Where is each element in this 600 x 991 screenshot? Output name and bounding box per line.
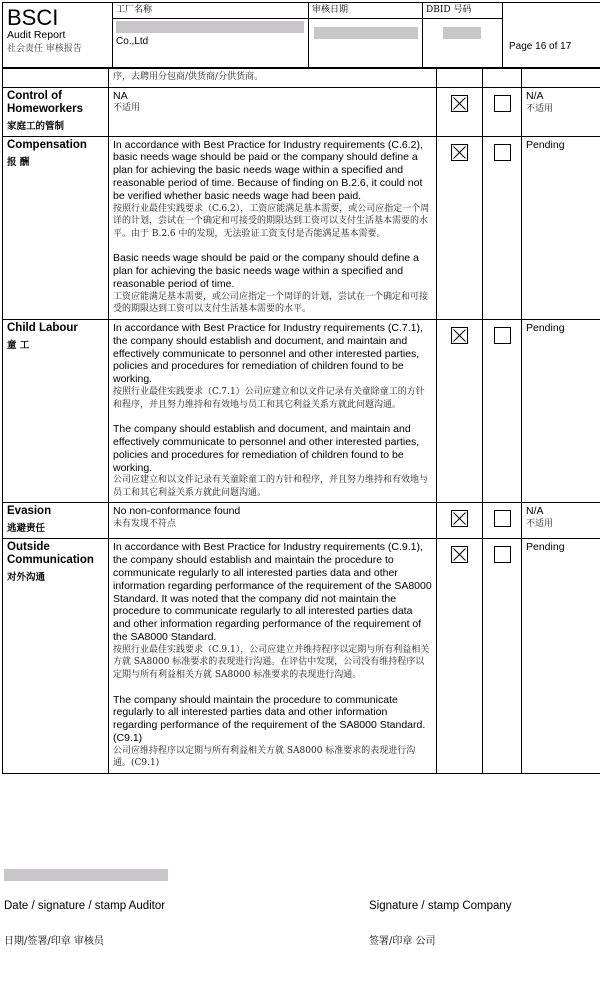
factory-name-cell	[113, 3, 309, 68]
audit-date-label: 审核日期	[309, 3, 422, 19]
finding-text-en: The company should maintain the procedure to communicate regularly to all interested parties data and other information regarding performance of the requirement of the SA8000 Standard. (C9.1)	[113, 693, 426, 745]
section-result: Pending	[526, 321, 565, 334]
finding-text-cn: 公司应维持程序以定期与所有利益相关方就 SA8000 标准要求的表现进行沟通。(C9.1)	[113, 745, 416, 769]
finding-text-en: No non-conformance found	[113, 505, 241, 518]
empty-box-cell	[483, 319, 522, 503]
checked-checkbox[interactable]	[451, 510, 468, 527]
section-title-cn: 报 酬	[7, 156, 30, 168]
checked-box-cell	[437, 319, 483, 503]
finding-text-en: In accordance with Best Practice for Industry requirements (C.9.1), the company should establish and maintain the procedure to communicate regularly to all interested parties data and other information regarding performance of the requirement of the SA8000 Standard. It was noted that the company did not maintain the procedure to communicate regularly to all interested parties data and other information regarding performance of the requirement of the SA8000 Standard.	[113, 541, 432, 644]
empty-box-cell	[483, 539, 522, 774]
finding-text-cn: 按照行业最佳实践要求（C.6.2），工资应能满足基本需要，或公司应指定一个周详的计划，尝试在一个确定和可接受的期限达到工资可以支付生活基本需要的水平。由于 B.2.6 中的发现，无法验证工资支付是否能满足基本需要。	[113, 203, 430, 239]
audit-date-cell	[309, 3, 423, 68]
report-subtitle: Audit Report	[7, 29, 66, 41]
auditor-signature-label: Date / signature / stamp Auditor	[4, 900, 166, 912]
section-title-cn: 家庭工的管制	[7, 120, 65, 132]
finding-text-en: Basic needs wage should be paid or the company should define a plan for achieving the basic needs wage within a specified and reasonable period of time.	[113, 252, 419, 290]
checked-checkbox[interactable]	[451, 95, 468, 112]
section-result: Pending	[526, 138, 565, 151]
section-result: N/A	[526, 505, 544, 518]
company-signature-label-cn: 签署/印章 公司	[369, 936, 436, 947]
finding-text-cn: 公司应建立和以文件记录有关童除童工的方针和程序，并且努力维持和有效地与员工和其它利益关系方就此问题沟通。	[113, 475, 429, 498]
redacted-auditor-name	[4, 869, 168, 881]
section-result-cell	[522, 539, 600, 774]
auditor-signature-label-cn: 日期/签署/印章 审核员	[4, 936, 104, 947]
empty-checkbox[interactable]	[494, 144, 511, 161]
company-signature-label: Signature / stamp Company	[369, 900, 512, 912]
section-result-cn: 不适用	[526, 103, 554, 114]
finding-text-cn: 不适用	[113, 103, 141, 114]
findings-table	[2, 68, 600, 774]
section-findings	[109, 87, 437, 136]
section-result: N/A	[526, 89, 544, 102]
section-row	[3, 539, 600, 774]
checked-box-cell	[437, 136, 483, 319]
section-title-cn: 逃避责任	[7, 523, 46, 535]
section-title: Compensation	[7, 138, 87, 151]
factory-name-value: Co.,Ltd	[116, 36, 149, 47]
section-title-cell	[3, 87, 109, 136]
section-result-cell	[522, 319, 600, 503]
section-title: Control of Homeworkers	[7, 89, 84, 115]
section-findings	[109, 136, 437, 319]
section-result-cell	[522, 87, 600, 136]
empty-box-cell	[483, 136, 522, 319]
empty-checkbox[interactable]	[494, 95, 511, 112]
finding-text-cn: 按照行业最佳实践要求（C.9.1），公司应建立并维持程序以定期与所有利益相关方就 SA8000 标准要求的表现进行沟通。在评估中发现，公司没有维持程序以定期与所有利益相关方就 SA8000 标准要求的表现进行沟通。	[113, 644, 430, 681]
checked-checkbox[interactable]	[451, 144, 468, 161]
section-row	[3, 87, 600, 136]
section-findings	[109, 539, 437, 774]
checked-checkbox[interactable]	[451, 546, 468, 563]
finding-text-en: NA	[113, 89, 128, 102]
redacted-factory-name	[116, 21, 304, 33]
checked-box-cell	[437, 87, 483, 136]
empty-box-cell	[483, 503, 522, 539]
dbid-cell	[423, 3, 503, 68]
report-header	[2, 2, 600, 68]
checked-box-cell	[437, 539, 483, 774]
section-title: Evasion	[7, 505, 52, 518]
section-title-cn: 对外沟通	[7, 572, 46, 584]
dbid-label: DBID 号码	[423, 3, 502, 19]
finding-text-cn: 按照行业最佳实践要求（C.7.1）公司应建立和以文件记录有关童除童工的方针和程序，并且努力维持和有效地与员工和其它利益关系方就此问题沟通。	[113, 386, 425, 410]
page-number: Page 16 of 17	[503, 3, 600, 68]
section-row	[3, 503, 600, 539]
empty-checkbox[interactable]	[494, 327, 511, 344]
empty-box-cell	[483, 87, 522, 136]
continuation-row	[3, 69, 600, 88]
section-row	[3, 136, 600, 319]
section-result-cell	[522, 136, 600, 319]
brand-title: BSCI	[7, 5, 59, 30]
empty-checkbox[interactable]	[494, 510, 511, 527]
section-result-cell	[522, 503, 600, 539]
brand-block	[3, 3, 113, 68]
section-title-cell	[3, 503, 109, 539]
finding-text-en: The company should establish and document, and maintain and effectively communicate to personnel and other interested parties, policies and procedures for remediation of children found to be working.	[113, 423, 420, 474]
section-title: Outside Communication	[7, 541, 94, 567]
section-result-cn: 不适用	[526, 519, 554, 530]
section-title-cell	[3, 136, 109, 319]
finding-text-cn: 未有发现不符点	[113, 519, 177, 530]
redacted-audit-date	[314, 27, 418, 39]
section-title: Child Labour	[7, 321, 78, 334]
section-findings	[109, 319, 437, 503]
redacted-dbid	[443, 27, 481, 39]
empty-checkbox[interactable]	[494, 546, 511, 563]
report-subtitle-cn: 社会责任 审核报告	[7, 44, 82, 54]
finding-text-cn: 工资应能满足基本需要，或公司应指定一个周详的计划，尝试在一个确定和可接受的期限达到工资可以支付生活基本需要的水平。	[113, 291, 429, 315]
section-findings	[109, 503, 437, 539]
finding-text-en: In accordance with Best Practice for Industry requirements (C.6.2), basic needs wage should be paid or the company should define a plan for achieving the basic needs wage within a specified and reasonable period of time. Because of finding on B.2.6, it could not be verified whether basic needs wage had been paid.	[113, 138, 423, 202]
finding-text-en: In accordance with Best Practice for Industry requirements (C.7.1), the company should establish and document, and maintain and effectively communicate to personnel and other interested parties, policies and procedures for remediation of children found to be working.	[113, 321, 423, 386]
factory-name-label: 工厂名称	[113, 3, 308, 19]
section-title-cell	[3, 319, 109, 503]
checked-checkbox[interactable]	[451, 327, 468, 344]
continuation-text: 序，去聘用分包商/供货商/分供货商。	[109, 69, 437, 88]
checked-box-cell	[437, 503, 483, 539]
section-title-cell	[3, 539, 109, 774]
section-title-cn: 童 工	[7, 339, 30, 351]
section-result: Pending	[526, 541, 565, 554]
section-row	[3, 319, 600, 503]
